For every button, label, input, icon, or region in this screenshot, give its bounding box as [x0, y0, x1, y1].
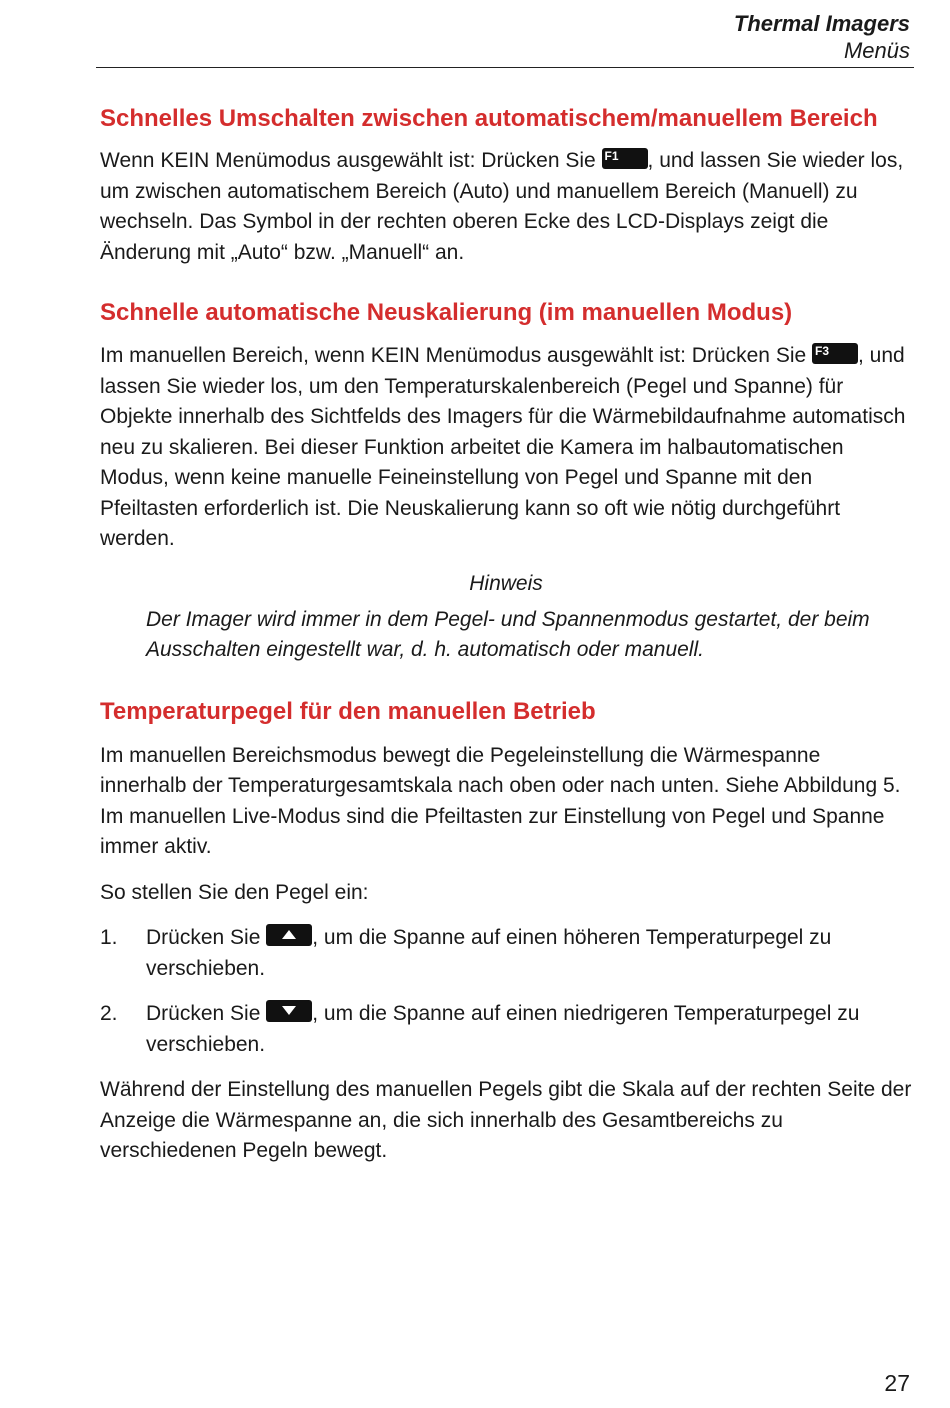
page-content: [100, 104, 912, 1167]
list-item: 2. Drücken Sie , um die Spanne auf einen niedrigeren Temperaturpegel zu verschieben.: [100, 1002, 860, 1056]
paragraph-auto-rescale: Im manuellen Bereich, wenn KEIN Menümodus ausgewählt ist: Drücken Sie F3 , und lassen Sie wieder los, um den Temperaturskalenbereich (Pegel und Spanne) für Objekte innerhalb des Sichtfelds des Imagers für die Wärmebildaufnahme automatisch neu zu skalieren. Bei dieser Funktion arbeitet die Kamera im halbautomatischen Modus, wenn keine manuelle Feineinstellung von Pegel und Spanne mit den Pfeiltasten erforderlich ist. Die Neuskalierung kann so oft wie nötig durchgeführt werden.: [100, 344, 906, 550]
section-heading-range-toggle: Schnelles Umschalten zwischen automatischem/manuellem Bereich: [100, 105, 878, 132]
list-item: 1. Drücken Sie , um die Spanne auf einen höheren Temperaturpegel zu verschieben.: [100, 926, 832, 980]
header-subtitle: Menüs: [843, 38, 910, 63]
header-title: Thermal Imagers: [733, 11, 910, 36]
header-rule: [96, 67, 914, 68]
section-heading-manual-level: Temperaturpegel für den manuellen Betrieb: [100, 697, 596, 725]
paragraph-instruction: So stellen Sie den Pegel ein:: [100, 880, 369, 904]
down-arrow-key-icon: [266, 1000, 312, 1022]
note-text: Der Imager wird immer in dem Pegel- und Spannenmodus gestartet, der beim Ausschalten eingestellt war, d. h. automatisch oder manuell.: [146, 607, 870, 661]
note-title: Hinweis: [469, 571, 543, 595]
section-heading-auto-rescale: Schnelle automatische Neuskalierung (im manuellen Modus): [100, 299, 793, 326]
paragraph-manual-level: Im manuellen Bereichsmodus bewegt die Pegeleinstellung die Wärmespanne innerhalb der Temperaturgesamtskala nach oben oder nach unten. Siehe Abbildung 5. Im manuellen Live-Modus sind die Pfeiltasten zur Einstellung von Pegel und Spanne immer aktiv.: [100, 743, 901, 858]
up-arrow-key-icon: [266, 924, 312, 946]
page-header: [734, 10, 910, 64]
f1-key-icon: F1: [602, 148, 648, 169]
f3-key-icon: F3: [812, 343, 858, 364]
page-number: 27: [884, 1370, 910, 1396]
paragraph-range-toggle: Wenn KEIN Menümodus ausgewählt ist: Drücken Sie F1 , und lassen Sie wieder los, um zwischen automatischem Bereich (Auto) und manuellem Bereich (Manuell) zu wechseln. Das Symbol in der rechten oberen Ecke des LCD-Displays zeigt die Änderung mit „Auto“ bzw. „Manuell“ an.: [100, 149, 904, 264]
steps-list: [100, 923, 912, 1060]
paragraph-scale-display: Während der Einstellung des manuellen Pegels gibt die Skala auf der rechten Seite der Anzeige die Wärmespanne an, die sich innerhalb des Gesamtbereichs zu verschiedenen Pegeln bewegt.: [100, 1078, 912, 1162]
